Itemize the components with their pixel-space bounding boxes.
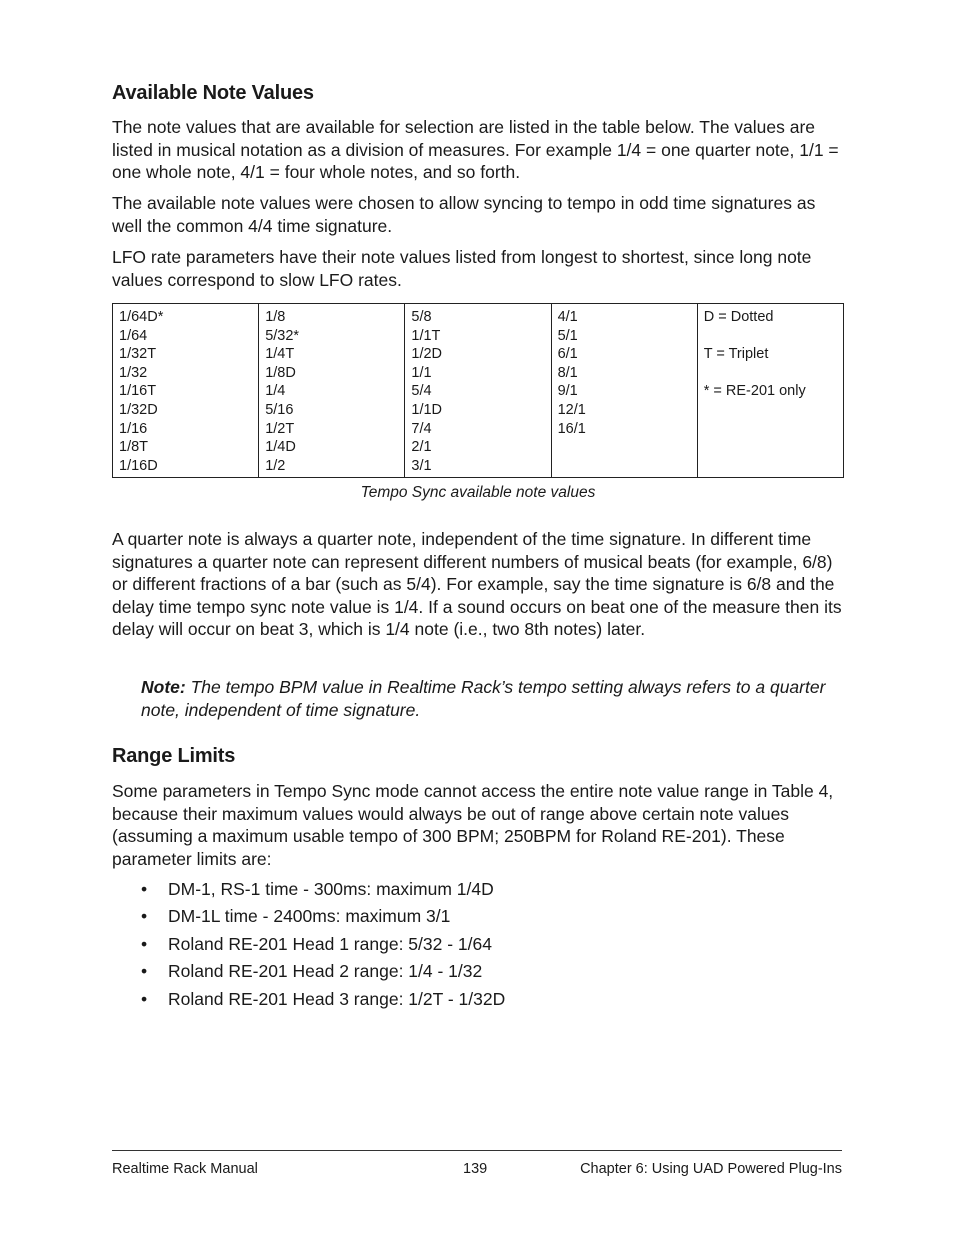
table-cell: 1/2D (411, 346, 443, 363)
note-values-legend (697, 304, 843, 478)
list-item: • Roland RE-201 Head 2 range: 1/4 - 1/32 (141, 961, 483, 982)
footer-chapter-title: Chapter 6: Using UAD Powered Plug-Ins (580, 1161, 842, 1177)
note-label: Note: (141, 677, 186, 697)
list-item: • Roland RE-201 Head 3 range: 1/2T - 1/32D (141, 988, 506, 1009)
table-cell: 9/1 (557, 383, 578, 400)
table-cell: 1/1 (411, 364, 432, 381)
bullet-icon: • (141, 961, 148, 982)
legend-dotted: D = Dotted (703, 309, 774, 325)
table-cell: 1/32 (119, 364, 148, 381)
table-cell: 1/2T (265, 420, 295, 437)
note-values-table (112, 303, 844, 478)
table-cell: 8/1 (557, 364, 578, 381)
table-cell: 1/8T (119, 439, 149, 456)
table-cell: 7/4 (411, 420, 432, 437)
legend-re201-only: * = RE-201 only (703, 383, 806, 400)
table-cell: 16/1 (557, 420, 586, 437)
section-heading-range-limits: Range Limits (112, 745, 236, 767)
note-values-column-1 (113, 304, 259, 478)
table-cell: 1/16T (119, 383, 157, 400)
paragraph-note-values-intro: The note values that are available for selection are listed in the table below. The values are listed in musical notation as a division of measures. For example 1/4 = one quarter note, 1/1 = one whole note, 4/1 = four whole notes, and so forth. (112, 117, 839, 182)
footer-manual-title: Realtime Rack Manual (112, 1161, 258, 1177)
note-callout (141, 676, 841, 721)
note-values-column-3 (405, 304, 551, 478)
bullet-icon: • (141, 879, 148, 899)
footer-page-number: 139 (463, 1161, 488, 1177)
table-cell: 1/64D* (119, 309, 164, 325)
table-cell: 6/1 (557, 346, 578, 363)
table-cell: 4/1 (557, 309, 578, 325)
bullet-icon: • (141, 933, 148, 954)
note-values-column-2 (259, 304, 405, 478)
table-cell: 1/4 (265, 383, 286, 400)
footer-divider (112, 1150, 842, 1151)
table-cell: 1/1T (411, 327, 441, 344)
section-heading-available-note-values: Available Note Values (112, 82, 314, 104)
note-values-column-4 (551, 304, 697, 478)
table-cell: 1/32T (119, 346, 157, 363)
bullet-icon: • (141, 906, 148, 927)
table-cell: 1/4T (265, 346, 295, 363)
table-cell: 5/8 (411, 309, 432, 325)
paragraph-range-limits: Some parameters in Tempo Sync mode cannot access the entire note value range in Table 4, because their maximum values would always be out of range above certain note values (assuming a maximum usable tempo of 300 BPM; 250BPM for Roland RE-201). These parameter limits are: (112, 781, 834, 869)
table-cell: 1/2 (265, 457, 286, 474)
table-cell: 2/1 (411, 439, 432, 456)
list-item: • DM-1L time - 2400ms: maximum 3/1 (141, 906, 451, 927)
table-cell: 5/4 (411, 383, 432, 400)
table-caption: Tempo Sync available note values (360, 484, 596, 501)
table-cell: 5/1 (557, 327, 578, 344)
table-cell: 1/8D (265, 364, 296, 381)
table-row (113, 304, 844, 478)
paragraph-quarter-note: A quarter note is always a quarter note, independent of the time signature. In different time signatures a quarter note can represent different numbers of musical beats (for example, 6/8) or different fractions of a bar (such as 5/4). For example, say the time signature is 6/8 and the delay time tempo sync note value is 1/4. If a sound occurs on beat one of the measure then its delay will occur on beat 3, which is 1/4 note (i.e., two 8th notes) later. (112, 529, 842, 639)
legend-triplet: T = Triplet (703, 346, 769, 363)
table-cell: 1/8 (265, 309, 286, 325)
note-text: The tempo BPM value in Realtime Rack’s tempo setting always refers to a quarter note, independent of time signature. (141, 677, 826, 720)
table-cell: 3/1 (411, 457, 432, 474)
table-cell: 5/32* (265, 327, 300, 344)
list-item: • Roland RE-201 Head 1 range: 5/32 - 1/64 (141, 933, 492, 954)
table-cell: 1/64 (119, 327, 148, 344)
table-cell: 1/16D (119, 457, 158, 474)
paragraph-lfo-rate: LFO rate parameters have their note values listed from longest to shortest, since long note values correspond to slow LFO rates. (112, 247, 812, 290)
parameter-limits-list (112, 878, 505, 1015)
table-cell: 1/1D (411, 401, 443, 418)
table-cell: 1/4D (265, 439, 296, 456)
table-cell: 12/1 (557, 401, 586, 418)
paragraph-time-signatures: The available note values were chosen to allow syncing to tempo in odd time signatures as well the common 4/4 time signature. (112, 193, 816, 236)
bullet-icon: • (141, 988, 148, 1009)
table-cell: 5/16 (265, 401, 294, 418)
table-cell: 1/32D (119, 401, 158, 418)
list-item: • DM-1, RS-1 time - 300ms: maximum 1/4D (141, 879, 494, 899)
table-cell: 1/16 (119, 420, 148, 437)
